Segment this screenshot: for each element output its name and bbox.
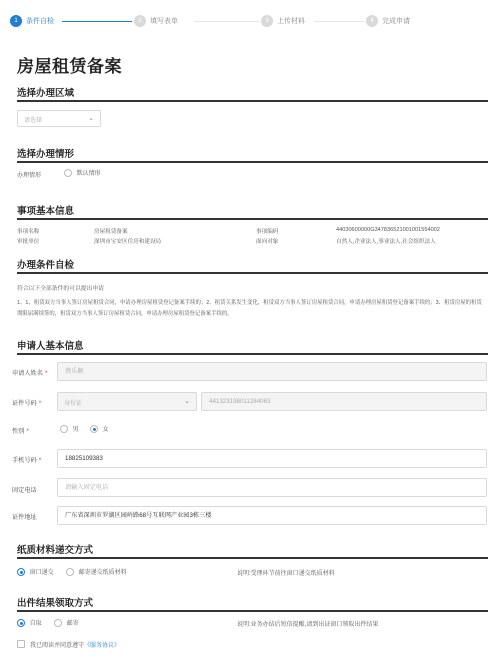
section-title-paper-delivery: 纸质材料递交方式 [17, 545, 94, 556]
gender-male-label: 男 [72, 427, 79, 433]
radio-checked-icon[interactable] [90, 425, 98, 433]
agreement-checkbox[interactable] [17, 640, 25, 648]
step-number: 1 [10, 15, 22, 27]
section-divider [17, 272, 488, 274]
agreement-prefix: 我已阅读并同意遵守 [30, 643, 85, 649]
section-title-region: 选择办理区域 [17, 88, 75, 99]
agreement-text [30, 640, 120, 649]
phone-label-text: 手机号码 [12, 457, 37, 464]
result-option-self[interactable] [17, 618, 42, 627]
radio-checked-icon[interactable] [17, 619, 25, 627]
result-delivery-note: 说明:业务办结后短信提醒,请到出证窗口领取出件结果 [237, 622, 379, 628]
situation-option[interactable] [64, 168, 101, 177]
phone-label [12, 455, 41, 464]
radio-icon[interactable] [66, 568, 74, 576]
step-4 [366, 13, 410, 29]
radio-icon[interactable] [64, 169, 72, 177]
radio-icon[interactable] [54, 619, 62, 627]
section-title-result-delivery: 出件结果领取方式 [17, 598, 94, 609]
result-option-mail[interactable] [54, 618, 79, 627]
conditions-intro: 符合以下全部条件的可以提出申请 [17, 286, 104, 292]
step-number: 3 [261, 15, 273, 27]
section-divider [17, 353, 488, 355]
step-label: 条件自检 [26, 18, 54, 25]
target-label: 面向对象 [256, 239, 279, 245]
id-type-select[interactable] [57, 392, 197, 411]
id-label [12, 398, 41, 407]
section-title-conditions: 办理条件自检 [17, 260, 75, 271]
step-label: 上传材料 [277, 18, 305, 25]
item-name-label: 事项名称 [17, 229, 40, 235]
applicant-name-field[interactable]: 蔡乐颖 [57, 362, 487, 381]
step-label: 填写表单 [150, 18, 178, 25]
paper-option-window[interactable] [17, 567, 54, 576]
step-number: 2 [134, 15, 146, 27]
step-label: 完成申请 [382, 18, 410, 25]
phone-field[interactable]: 18825109383 [57, 449, 487, 468]
dept-label: 审批单位 [17, 239, 40, 245]
chevron-down-icon: ⌄ [184, 398, 190, 405]
gender-label-text: 性别 [12, 428, 25, 435]
paper-option-mail-label: 邮寄递交纸质材料 [78, 570, 127, 576]
step-number: 4 [366, 15, 378, 27]
gender-label [12, 426, 29, 435]
section-divider [17, 218, 488, 220]
gender-female-option[interactable] [90, 424, 109, 433]
page-title: 房屋租赁备案 [17, 57, 122, 76]
chevron-down-icon: ⌄ [88, 115, 94, 122]
gender-male-option[interactable] [60, 424, 79, 433]
service-agreement-link[interactable]: 《服务协议》 [84, 643, 121, 649]
paper-option-mail[interactable] [66, 567, 127, 576]
step-connector [62, 21, 132, 22]
step-2 [134, 13, 178, 29]
address-field[interactable]: 广东省深圳市罗湖区园岭路68号互联网产业园3栋三楼 [57, 506, 487, 525]
id-number-field[interactable]: 441323198011284063 [201, 392, 487, 411]
item-name-value: 房屋租赁备案 [94, 229, 128, 235]
landline-field[interactable]: 请输入固定电话 [57, 478, 487, 497]
address-label: 证件地址 [12, 514, 37, 521]
paper-option-window-label: 窗口递交 [29, 570, 54, 576]
section-divider [17, 100, 488, 102]
step-connector [194, 21, 259, 22]
situation-option-label: 默认情形 [76, 171, 101, 177]
name-label [12, 368, 47, 377]
step-connector [314, 21, 364, 22]
required-mark: * [38, 400, 42, 407]
section-divider [17, 161, 488, 163]
id-type-value: 身份证 [64, 401, 83, 407]
required-mark: * [26, 428, 29, 435]
region-select[interactable] [17, 110, 101, 127]
region-select-placeholder: 请选择 [24, 118, 43, 124]
paper-delivery-note: 说明:受理环节前往窗口递交纸质材料 [237, 571, 335, 577]
dept-value: 深圳市宝安区住房和建设局 [94, 239, 162, 245]
target-value: 自然人,企业法人,事业法人,社会组织法人 [336, 239, 436, 245]
landline-label: 固定电话 [12, 487, 37, 494]
radio-icon[interactable] [60, 425, 68, 433]
progress-stepper [10, 13, 490, 29]
item-code-label: 事项编码 [256, 229, 279, 235]
conditions-text: 1、1、租赁双方当事人签订房屋租赁合同，申请办理房屋租赁登记备案手续的；2、租赁关系发生变化，租赁双方当事人签订房屋租赁合同，申请办理房屋租赁登记备案手续的；3、租赁房屋的租赁期限届满续签的，租赁双方当事人签订房屋租赁合同，申请办理房屋租赁登记备案手续的。 [17, 300, 482, 317]
section-title-basic: 事项基本信息 [17, 206, 75, 217]
section-divider [17, 610, 488, 612]
section-title-applicant: 申请人基本信息 [17, 341, 84, 352]
result-option-self-label: 自取 [29, 621, 42, 627]
step-1 [10, 13, 54, 29]
name-label-text: 申请人姓名 [12, 370, 43, 377]
section-title-situation: 选择办理情形 [17, 149, 75, 160]
required-mark: * [44, 370, 48, 377]
result-option-mail-label: 邮寄 [66, 621, 79, 627]
gender-female-label: 女 [102, 427, 109, 433]
situation-label: 办理情形 [17, 173, 42, 179]
step-3 [261, 13, 305, 29]
section-divider [17, 557, 488, 559]
radio-checked-icon[interactable] [17, 568, 25, 576]
id-label-text: 证件号码 [12, 400, 37, 407]
required-mark: * [38, 457, 42, 464]
item-code-value: 44030600000G3478365210010015540​02 [336, 227, 440, 233]
